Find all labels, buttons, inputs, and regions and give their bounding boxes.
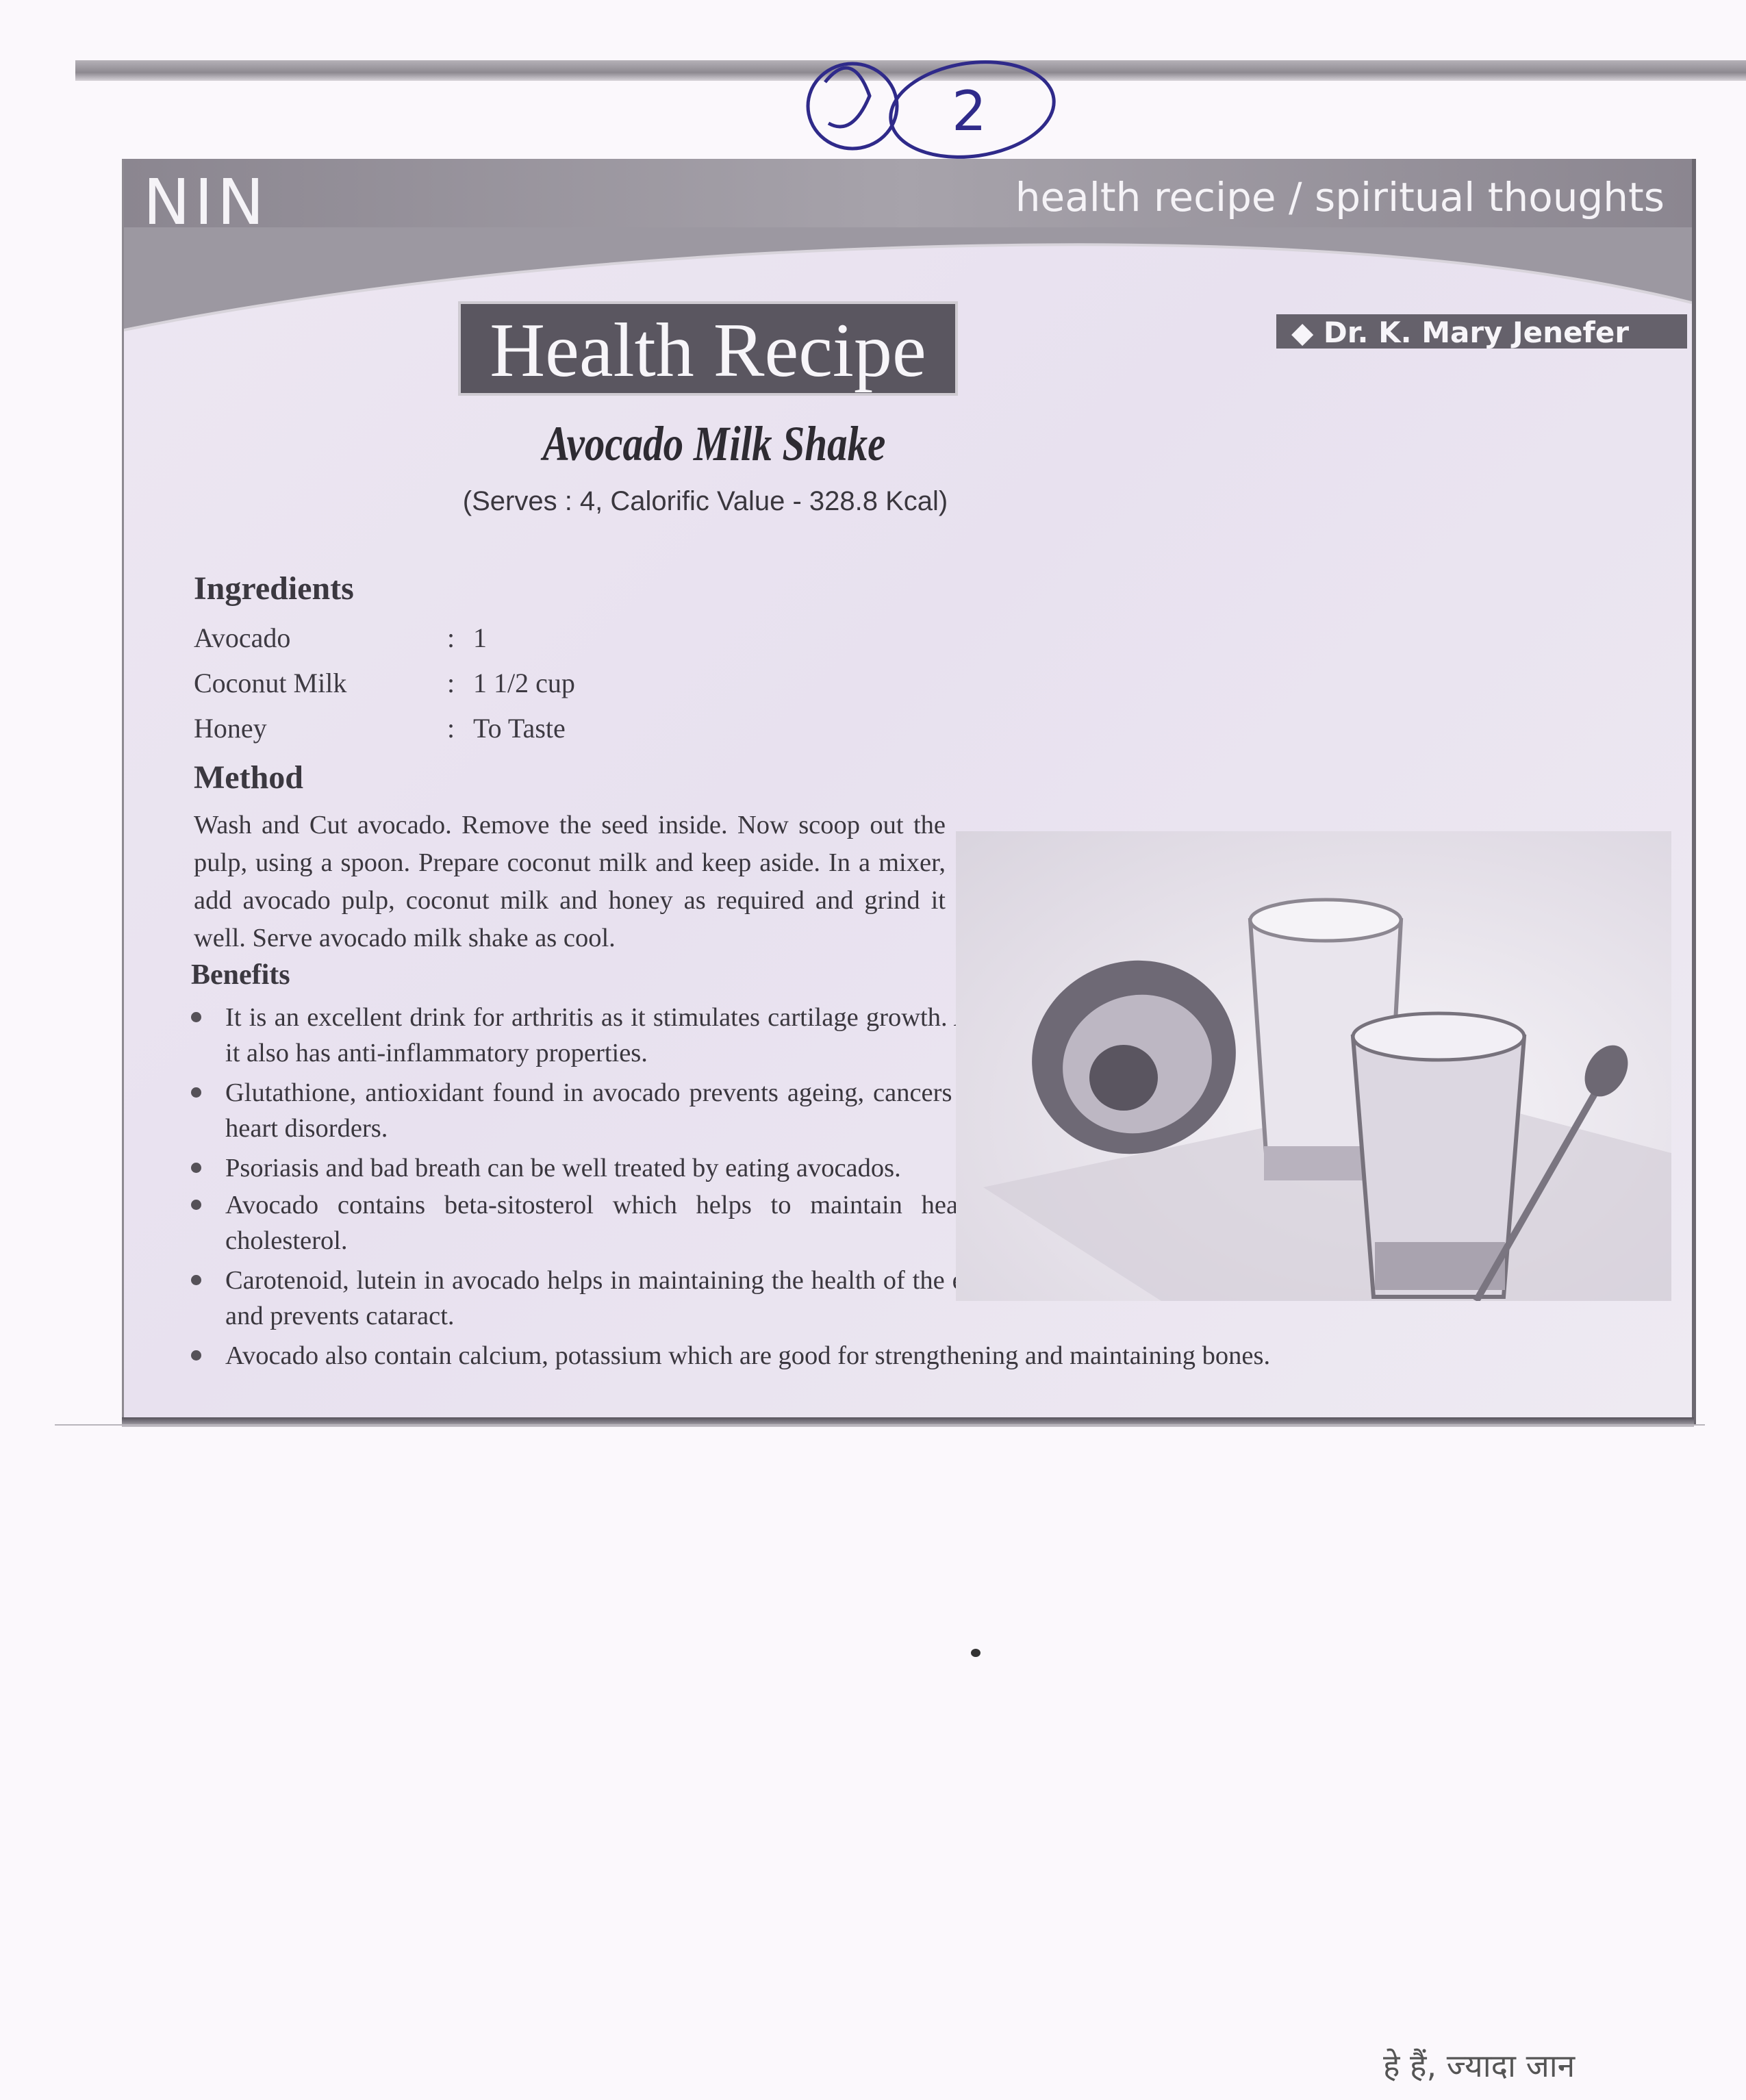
method-heading: Method (194, 759, 303, 796)
method-text: Wash and Cut avocado. Remove the seed inside. Now scoop out the pulp, using a spoon. Prepare coconut milk and keep aside. In a mixer, add avocado pulp, coconut milk and honey as required and grind it well. Serve avocado milk shake as cool. (194, 811, 946, 952)
bullet-icon (191, 1200, 201, 1210)
bullet-icon (191, 1350, 201, 1361)
ingredient-colon: : (447, 713, 455, 744)
section-label: health recipe / spiritual thoughts (1015, 174, 1665, 220)
benefit-item (191, 1263, 999, 1334)
benefit-text: Carotenoid, lutein in avocado helps in maintaining the health of the eyes and prevents cataract. (225, 1266, 999, 1330)
ingredient-qty: 1 (473, 622, 487, 653)
bullet-icon (191, 1087, 201, 1098)
ingredient-name: Coconut Milk (194, 668, 347, 698)
author-text: Dr. K. Mary Jenefer (1323, 316, 1630, 349)
ingredient-name: Avocado (194, 622, 291, 653)
ingredient-qty: 1 1/2 cup (473, 668, 575, 698)
benefit-text: It is an excellent drink for arthritis as it stimulates cartilage growth. And it also has anti-inflammatory properties. (225, 1003, 999, 1067)
article-title: Health Recipe (490, 308, 926, 393)
benefit-text: Psoriasis and bad breath can be well treated by eating avocados. (225, 1154, 901, 1182)
ingredients-heading: Ingredients (194, 570, 354, 607)
benefit-item (191, 1075, 999, 1146)
benefit-text: Avocado also contain calcium, potassium which are good for strengthening and maintaining bones. (225, 1341, 1271, 1370)
benefit-item (191, 1000, 999, 1071)
page-number-text: 2 (952, 79, 987, 143)
title-box (458, 301, 958, 396)
ingredient-colon: : (447, 668, 455, 698)
ink-dot (971, 1649, 980, 1657)
brand-logo: NIN (143, 166, 268, 239)
ingredient-colon: : (447, 622, 455, 653)
benefit-item (191, 1338, 1492, 1374)
bullet-icon (191, 1163, 201, 1173)
benefit-item (191, 1187, 999, 1258)
bullet-icon (191, 1275, 201, 1285)
ingredient-qty: To Taste (473, 713, 566, 744)
benefit-text: Glutathione, antioxidant found in avocado prevents ageing, cancers and heart disorders. (225, 1078, 999, 1143)
serves-line: (Serves : 4, Calorific Value - 328.8 Kcal) (462, 486, 948, 516)
author-box (1276, 314, 1687, 349)
milkshake-photo (956, 831, 1671, 1301)
benefits-heading: Benefits (191, 959, 290, 991)
handwritten-page-number (787, 34, 1096, 178)
bottom-text-fragment: हे हैं, ज्यादा जान (1383, 2047, 1576, 2084)
ingredient-name: Honey (194, 713, 267, 744)
recipe-article (122, 159, 1696, 1426)
benefit-item (191, 1150, 999, 1186)
author-name: ◆ Dr. K. Mary Jenefer (1291, 316, 1630, 349)
page-line (55, 1424, 1705, 1426)
dish-name: Avocado Milk Shake (542, 416, 886, 471)
bullet-icon (191, 1012, 201, 1022)
benefit-text: Avocado contains beta-sitosterol which helps to maintain healthy cholesterol. (225, 1191, 999, 1255)
